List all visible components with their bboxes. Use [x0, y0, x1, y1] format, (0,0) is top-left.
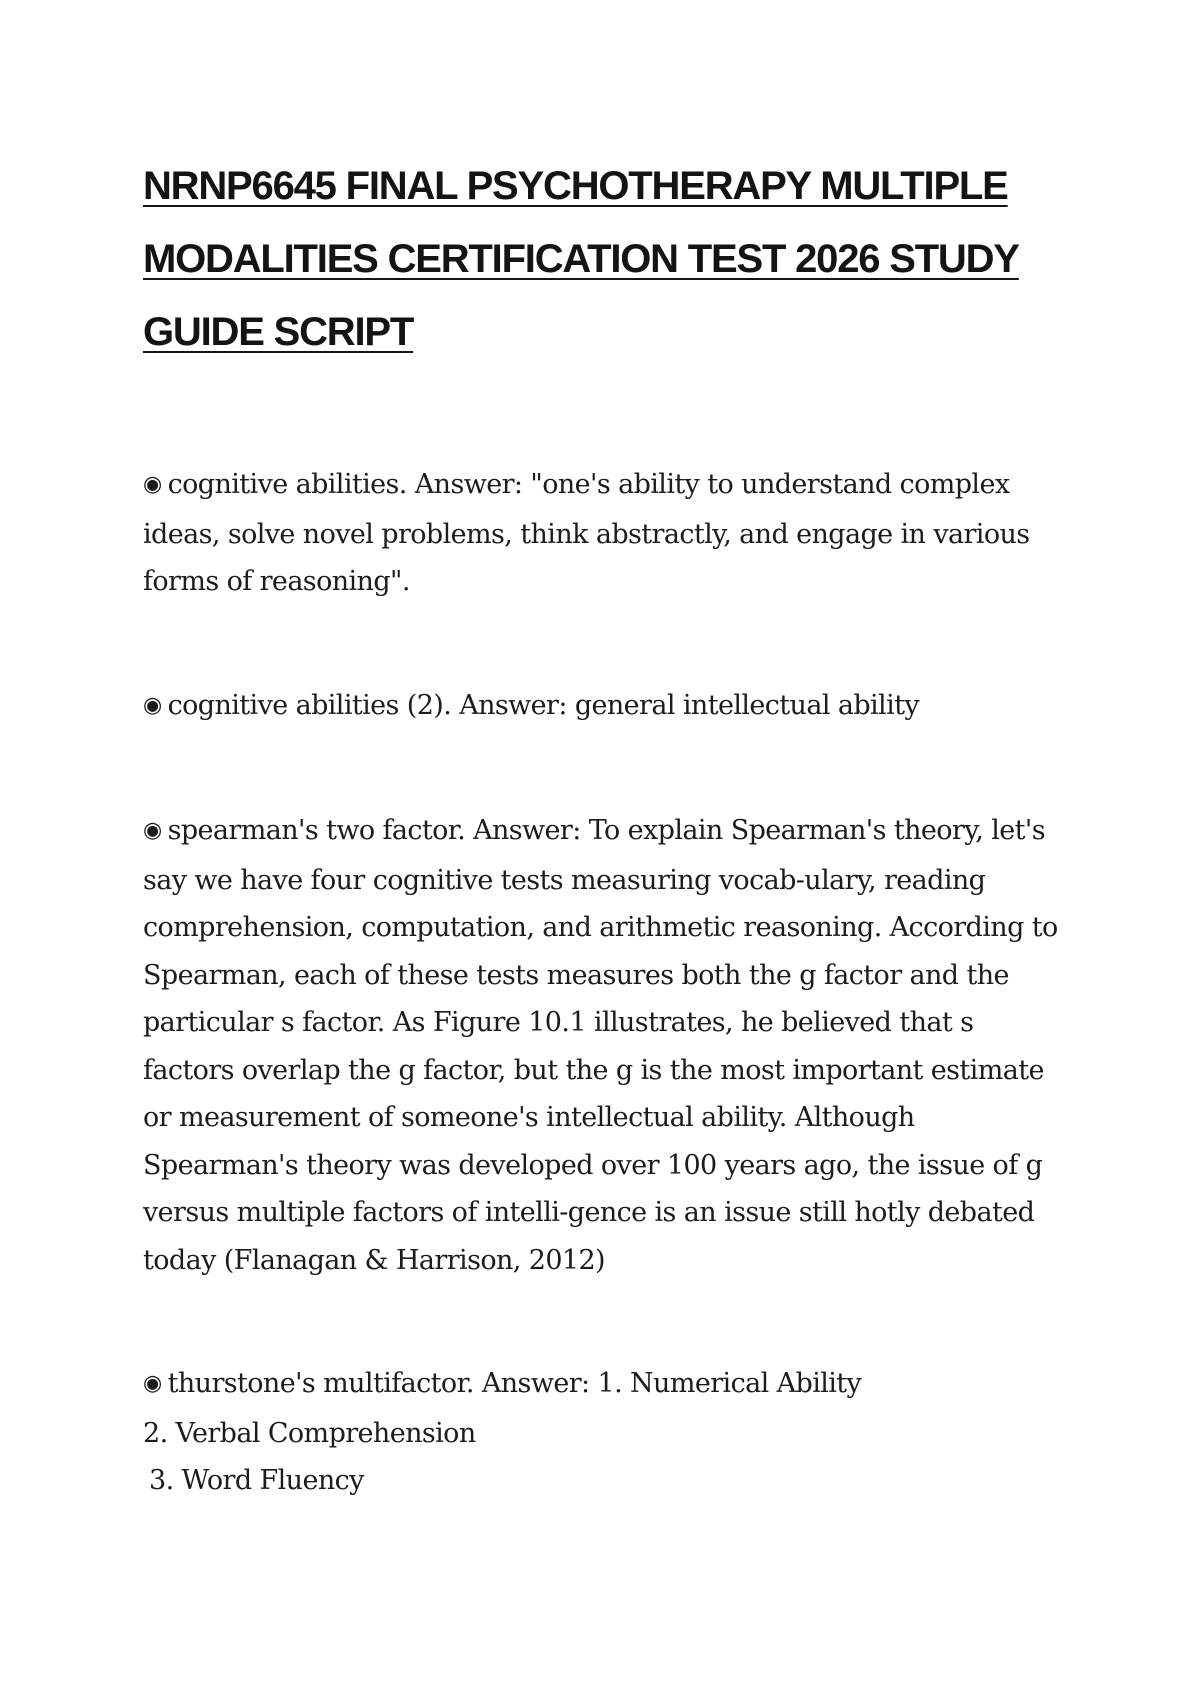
entry-text: thurstone's multifactor. Answer: 1. Numerical Ability — [167, 1368, 862, 1399]
entry-subline: 3. Word Fluency — [149, 1465, 364, 1496]
document-title: NRNP6645 FINAL PSYCHOTHERAPY MULTIPLE MODALITIES CERTIFICATION TEST 2026 STUDY GUIDE SCRIPT — [143, 164, 1019, 354]
entry-text: cognitive abilities (2). Answer: general intellectual ability — [167, 689, 920, 721]
radio-bullet-icon: ◉ — [143, 692, 162, 718]
entry-list — [143, 461, 1063, 1505]
entry-subline: 2. Verbal Comprehension — [143, 1417, 476, 1449]
document-page — [143, 150, 1063, 1505]
entry-text: cognitive abilities. Answer: "one's ability to understand complex ideas, solve novel problems, think abstractly, and engage in various forms of reasoning". — [143, 469, 1030, 597]
list-item — [143, 1360, 1063, 1505]
entry-text: spearman's two factor. Answer: To explain Spearman's theory, let's say we have four cognitive tests measuring vocab-ulary, reading comprehension, computation, and arithmetic reasoning. According to Spearman, each of these tests measures both the g factor and the particular s factor. As Figure 10.1 illustrates, he believed that s factors overlap the g factor, but the g is the most important estimate or measurement of someone's intellectual ability. Although Spearman's theory was developed over 100 years ago, the issue of g versus multiple factors of intelli-gence is an issue still hotly debated today (Flanagan & Harrison, 2012) — [143, 815, 1058, 1276]
radio-bullet-icon: ◉ — [143, 472, 162, 497]
radio-bullet-icon: ◉ — [143, 818, 162, 843]
list-item — [143, 807, 1063, 1284]
list-item — [143, 682, 1063, 732]
list-item — [143, 461, 1063, 606]
radio-bullet-icon: ◉ — [143, 1371, 162, 1396]
